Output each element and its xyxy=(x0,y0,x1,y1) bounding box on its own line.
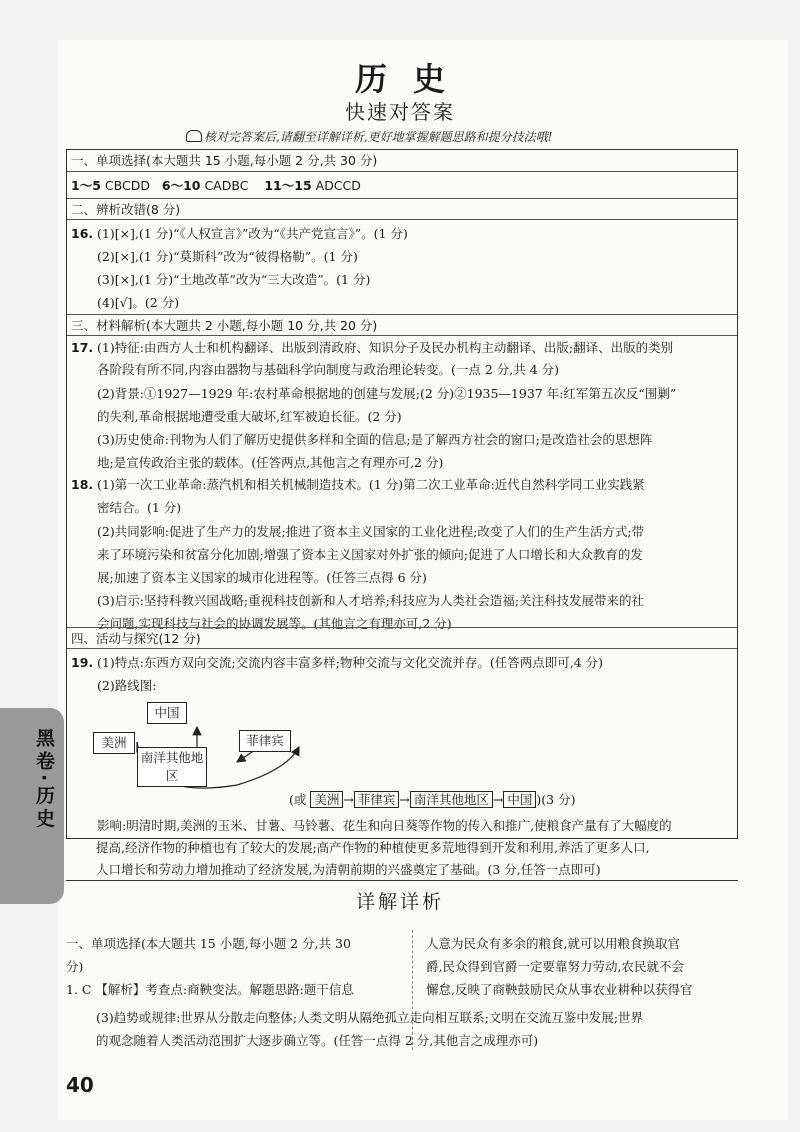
detail-right-line-1: 人意为民众有多余的粮食,就可以用粮食换取官 xyxy=(426,936,680,951)
detail-title: 详解详析 xyxy=(355,891,444,913)
q18-line-1: (1)第一次工业革命:蒸汽机和相关机械制造技术。(1 分)第二次工业革命:近代自然科学同工业实践紧 xyxy=(97,477,645,492)
route-alt-nanyang: 南洋其他地区 xyxy=(410,791,493,808)
route-alt-philippines: 菲律宾 xyxy=(354,791,400,808)
answers-b-label: 6～10 xyxy=(161,178,201,193)
q16-line-3: (3)[×],(1 分)“土地改革”改为“三大改造”。(1 分) xyxy=(97,272,371,287)
q19-impact-line-3: 人口增长和劳动力增加推动了经济发展,为清朝前期的兴盛奠定了基础。(3 分,任答一点即可) xyxy=(96,862,601,877)
q18-line-7: 会问题,实现科技与社会的协调发展等。(其他言之有理亦可,2 分) xyxy=(97,616,452,631)
section-1-heading: 一、单项选择(本大题共 15 小题,每小题 2 分,共 30 分) xyxy=(67,150,737,172)
page-title: 历史 xyxy=(354,60,471,98)
section-2-heading: 二、辨析改错(8 分) xyxy=(67,198,737,220)
node-americas: 美洲 xyxy=(93,732,135,754)
section-1-answers xyxy=(71,178,361,193)
q17-line-3: (2)背景:①1927—1929 年:农村革命根据地的创建与发展;(2 分)②1935—1937 年:红军第五次反“围剿” xyxy=(97,386,677,401)
q16-line-1: (1)[×],(1 分)“《人权宣言》”改为“《共产党宣言》”。(1 分) xyxy=(97,226,408,241)
q16-line-2: (2)[×],(1 分)“莫斯科”改为“彼得格勒”。(1 分) xyxy=(97,249,358,264)
q19-trend-line-1: (3)趋势或规律:世界从分散走向整体;人类文明从隔绝孤立走向相互联系;文明在交流互鉴中发展;世界 xyxy=(96,1010,644,1025)
pointing-hand-icon xyxy=(186,130,202,142)
answers-c-label: 11～15 xyxy=(264,178,312,193)
q17-number: 17. xyxy=(71,340,94,355)
detail-left-line-2: 分) xyxy=(66,959,84,974)
q19-line-2: (2)路线图: xyxy=(97,678,157,693)
tip-label: 核对完答案后,请翻至详解详析,更好地掌握解题思路和提分技法哦! xyxy=(204,130,553,144)
detail-right-line-2: 爵,民众得到官爵一定要靠努力劳动,农民就不会 xyxy=(426,959,684,974)
q18-line-2: 密结合。(1 分) xyxy=(97,500,182,515)
q16-number: 16. xyxy=(71,226,94,241)
answers-c: ADCCD xyxy=(315,178,361,193)
q19-line-1: (1)特点:东西方双向交流;交流内容丰富多样;物种交流与文化交流并存。(任答两点即可,4 分) xyxy=(97,655,603,670)
detail-left-line-3: 1. C 【解析】考查点:商鞅变法。解题思路:题干信息 xyxy=(66,982,354,997)
q17-line-5: (3)历史使命:刊物为人们了解历史提供多样和全面的信息;是了解西方社会的窗口;是改造社会的思想阵 xyxy=(97,432,653,447)
q19-trend-line-2: 的观念随着人类活动范围扩大逐步确立等。(任答一点得 2 分,其他言之成理亦可) xyxy=(96,1033,539,1048)
q17-line-1: (1)特征:由西方人士和机构翻译、出版到清政府、知识分子及民办机构主动翻译、出版;翻译、出版的类别 xyxy=(97,340,674,355)
q19-impact-line-1: 影响:明清时期,美洲的玉米、甘薯、马铃薯、花生和向日葵等作物的传入和推广,使粮食产量有了大幅度的 xyxy=(97,818,672,833)
route-alt-china: 中国 xyxy=(503,791,536,808)
answers-a: CBCDD xyxy=(104,178,150,193)
detail-left-line-1: 一、单项选择(本大题共 15 小题,每小题 2 分,共 30 xyxy=(66,936,351,951)
q17-line-2: 各阶段有所不同,内容由器物与基础科学向制度与政治理论转变。(一点 2 分,共 4 分) xyxy=(97,362,560,377)
answer-box xyxy=(66,149,738,839)
q18-line-4: 来了环境污染和贫富分化加剧;增强了资本主义国家对外扩张的倾向;促进了人口增长和大众教育的发 xyxy=(97,547,643,562)
q16-line-4: (4)[√]。(2 分) xyxy=(97,295,180,310)
side-tab-label: 黑卷·历史 xyxy=(33,728,55,832)
route-alternative: (或 美洲 → 菲律宾 → 南洋其他地区 → 中国 )(3 分) xyxy=(289,792,576,807)
q18-line-3: (2)共同影响:促进了生产力的发展;推进了资本主义国家的工业化进程;改变了人们的生产生活方式;带 xyxy=(97,524,645,539)
q17-line-6: 地;是宣传政治主张的载体。(任答两点,其他言之有理亦可,2 分) xyxy=(97,455,444,470)
q18-line-6: (3)启示:坚持科教兴国战略;重视科技创新和人才培养;科技应为人类社会造福;关注科技发展带来的社 xyxy=(97,593,645,608)
route-alt-americas: 美洲 xyxy=(310,791,343,808)
detail-divider xyxy=(66,880,738,881)
section-4-heading: 四、活动与探究(12 分) xyxy=(67,627,737,649)
node-china: 中国 xyxy=(147,702,187,724)
detail-right-line-3: 懈怠,反映了商鞅鼓励民众从事农业耕种以获得官 xyxy=(426,982,693,997)
section-3-heading: 三、材料解析(本大题共 2 小题,每小题 10 分,共 20 分) xyxy=(67,314,737,336)
node-nanyang: 南洋其他地区 xyxy=(137,747,207,787)
q17-line-4: 的失利,革命根据地遭受重大破坏,红军被迫长征。(2 分) xyxy=(97,409,402,424)
q19-impact-line-2: 提高,经济作物的种植也有了较大的发展;高产作物的种植使更多荒地得到开发和利用,养活了更多人口, xyxy=(96,840,650,855)
q18-line-5: 展;加速了资本主义国家的城市化进程等。(任答三点得 6 分) xyxy=(97,570,427,585)
route-alt-prefix: (或 xyxy=(289,792,307,807)
route-alt-arrow: → xyxy=(343,792,354,807)
q18-number: 18. xyxy=(71,477,94,492)
column-divider xyxy=(412,930,413,1050)
node-philippines: 菲律宾 xyxy=(239,730,291,752)
page-number: 40 xyxy=(66,1073,94,1097)
tip-text xyxy=(186,128,552,145)
answers-a-label: 1～5 xyxy=(71,178,101,193)
answers-b: CADBC xyxy=(204,178,249,193)
route-alt-suffix: )(3 分) xyxy=(536,792,576,807)
page-subtitle: 快速对答案 xyxy=(345,100,455,124)
side-tab xyxy=(0,708,64,904)
q19-number: 19. xyxy=(71,655,94,670)
